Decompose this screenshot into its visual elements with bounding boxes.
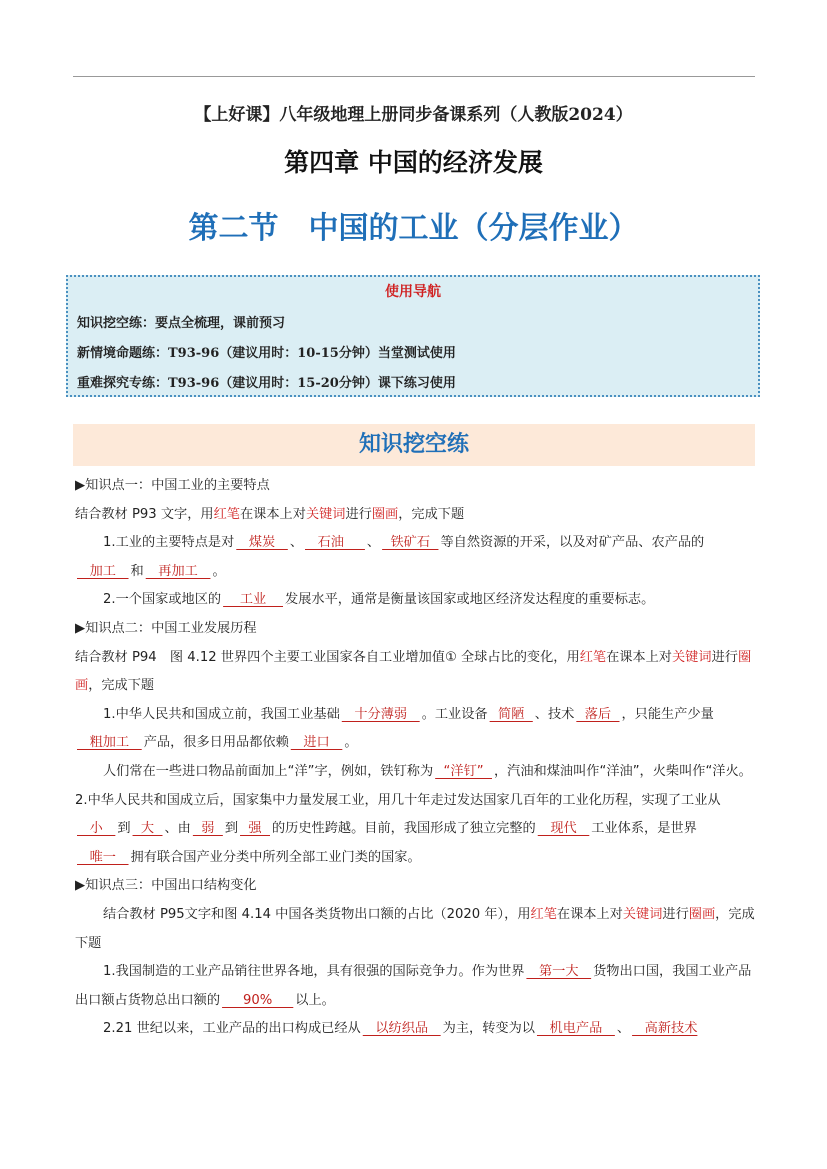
answer-blank: 煤炭: [236, 535, 288, 551]
answer-blank: “洋钉”: [435, 763, 492, 779]
nav-line-1: 知识挖空练：要点全梳理，课前预习: [77, 316, 286, 331]
answer-blank: 铁矿石: [382, 535, 439, 551]
answer-blank: 弱: [192, 821, 223, 837]
kp1-intro: 结合教材 P93 文字，用红笔在课本上对关键词进行圈画，完成下题: [75, 506, 465, 522]
kp1-q1: 1.工业的主要特点是对 煤炭 、 石油 、 铁矿石 等自然资源的开采，以及对矿产品、农产品的 加工 和 再加工 。: [77, 535, 705, 579]
answer-blank: 再加工: [145, 563, 211, 579]
usage-navigation-box: [66, 275, 760, 397]
answer-blank: 现代: [537, 821, 590, 837]
kp2-title: ▶知识点二：中国工业发展历程: [75, 620, 257, 636]
kp1-q2: 2.一个国家或地区的 工业 发展水平，通常是衡量该国家或地区经济发达程度的重要标志。: [103, 592, 655, 608]
kp3-q1: 1.我国制造的工业产品销往世界各地，具有很强的国际竞争力。作为世界 第一大 货物出口国，我国工业产品出口额占货物总出口额的 90% 以上。: [75, 964, 752, 1008]
worksheet-content: [75, 472, 755, 1044]
section-title: 第二节 中国的工业（分层作业）: [188, 211, 639, 246]
kp3-title: ▶知识点三：中国出口结构变化: [75, 878, 257, 894]
answer-blank: 大: [132, 821, 163, 837]
answer-blank: 落后: [576, 706, 620, 722]
answer-blank: 工业: [223, 592, 284, 608]
answer-blank: 强: [240, 821, 270, 837]
nav-line-3: 重难探究专练：T93-96（建议用时：15-20分钟）课下练习使用: [77, 376, 456, 391]
answer-blank: 进口: [290, 735, 343, 751]
series-title: 【上好课】八年级地理上册同步备课系列（人教版2024）: [194, 105, 633, 125]
answer-blank: 以纺织品: [362, 1021, 441, 1037]
answer-blank: 第一大: [526, 964, 592, 980]
nav-title: 使用导航: [385, 284, 441, 300]
kp1-title: ▶知识点一：中国工业的主要特点: [75, 478, 270, 493]
nav-line-2: 新情境命题练：T93-96（建议用时：10-15分钟）当堂测试使用: [77, 346, 456, 361]
practice-section-title: 知识挖空练: [73, 424, 755, 466]
answer-blank: 十分薄弱: [341, 706, 420, 722]
top-rule: [73, 76, 755, 77]
answer-blank: 90%: [222, 992, 294, 1008]
answer-blank: 石油: [305, 535, 365, 551]
kp2-q1: 1.中华人民共和国成立前，我国工业基础 十分薄弱 。工业设备 简陋 、技术 落后 ，只能生产少量 粗加工 产品，很多日用品都依赖 进口 。: [77, 706, 714, 751]
answer-blank: 简陋: [489, 706, 533, 722]
chapter-title: 第四章 中国的经济发展: [284, 148, 543, 177]
answer-blank: 小: [77, 821, 116, 837]
kp2-q2: 2.中华人民共和国成立后，国家集中力量发展工业，用几十年走过发达国家几百年的工业化历程，实现了工业从 小 到 大 、由 弱 到 强 的历史性跨越。目前，我国形成了独立完整的 现代 工业体系，是世界 唯一 拥有联合国产业分类中所列全部工业门类的国家。: [75, 792, 721, 865]
answer-blank: 高新技术: [632, 1021, 698, 1037]
kp3-q2: 2.21 世纪以来，工业产品的出口构成已经从 以纺织品 为主，转变为以 机电产品 、 高新技术: [103, 1021, 698, 1037]
answer-blank: 唯一: [77, 849, 129, 865]
kp2-q1b: 人们常在一些进口物品前面加上“洋”字，例如，铁钉称为 “洋钉” ，汽油和煤油叫作“洋油”，火柴叫作“洋火。: [103, 763, 752, 779]
answer-blank: 加工: [77, 563, 129, 579]
kp2-intro: 结合教材 P94 图 4.12 世界四个主要工业国家各自工业增加值① 全球占比的变化，用红笔在课本上对关键词进行圈画，完成下题: [75, 649, 752, 694]
answer-blank: 机电产品: [536, 1021, 615, 1037]
answer-blank: 粗加工: [77, 735, 142, 751]
kp3-intro: 结合教材 P95文字和图 4.14 中国各类货物出口额的占比（2020 年），用红笔在课本上对关键词进行圈画，完成下题: [75, 906, 755, 951]
